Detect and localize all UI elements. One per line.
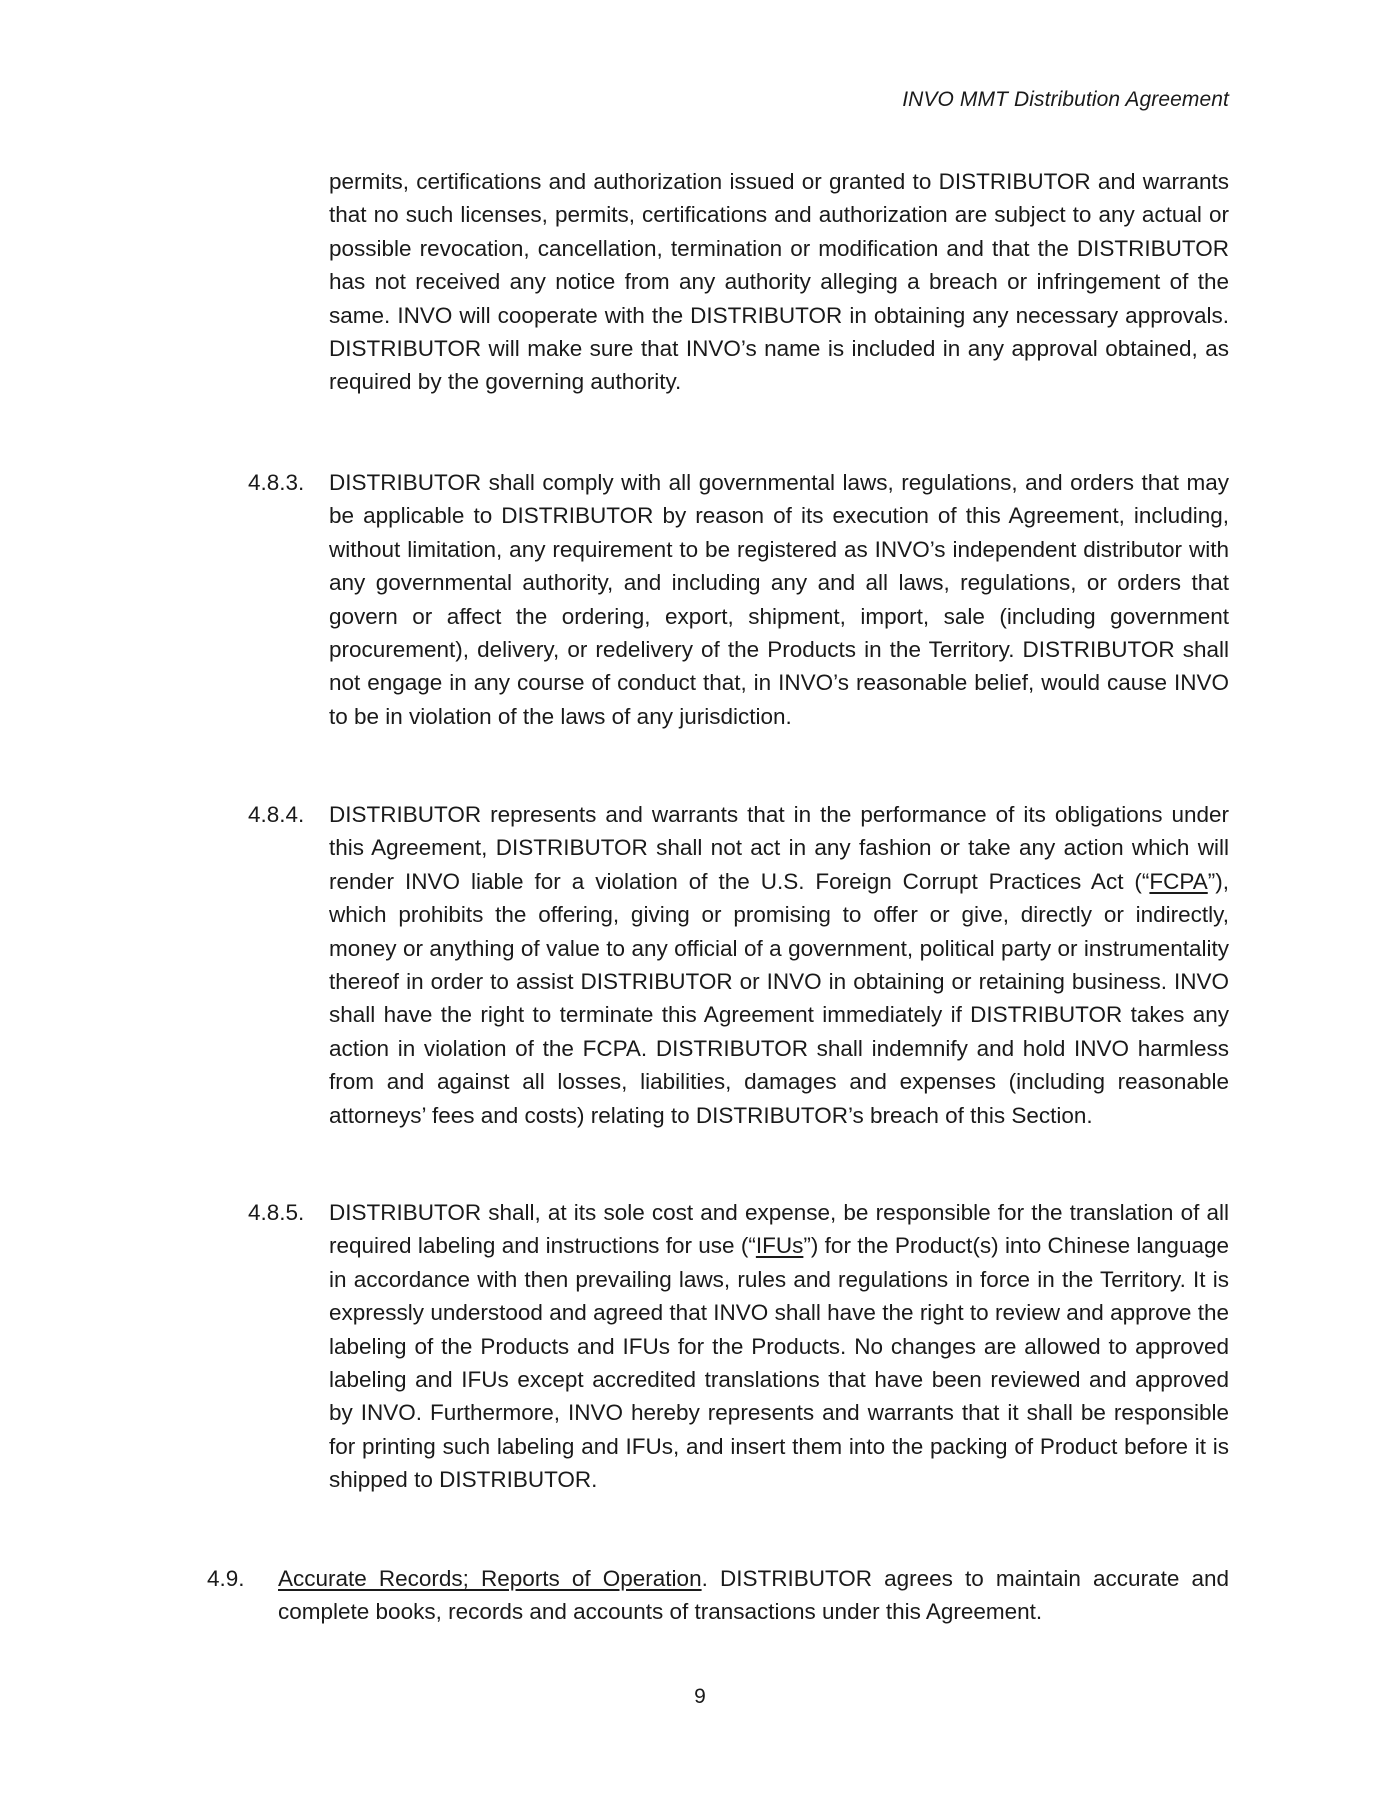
section-number-4-8-5: 4.8.5. xyxy=(248,1200,305,1225)
section-heading-accurate-records: Accurate Records; Reports of Operation xyxy=(278,1566,702,1591)
defined-term-ifus: IFUs xyxy=(755,1233,804,1259)
section-text-4-8-4-part1: DISTRIBUTOR represents and warrants that in the performance of its obligations under this Agreement, DISTRIBUTOR shall not act in any fashion or take any action which will render INVO liable for a violation of the U.S. Foreign Corrupt Practices Act (“ xyxy=(329,802,1229,894)
section-text-4-8-5-part1: DISTRIBUTOR shall, at its sole cost and expense, be responsible for the translation of all required labeling and instructions for use (“ xyxy=(329,1200,1229,1259)
section-text-4-8-5 xyxy=(329,1196,1229,1497)
section-text-4-8-3: DISTRIBUTOR shall comply with all governmental laws, regulations, and orders that may be applicable to DISTRIBUTOR by reason of its execution of this Agreement, including, without limitation, any requirement to be registered as INVO’s independent distributor with any governmental authority, and including any and all laws, regulations, or orders that govern or affect the ordering, export, shipment, import, sale (including government procurement), delivery, or redelivery of the Products in the Territory. DISTRIBUTOR shall not engage in any course of conduct that, in INVO’s reasonable belief, would cause INVO to be in violation of the laws of any jurisdiction. xyxy=(329,470,1229,729)
defined-term-fcpa: FCPA xyxy=(1149,868,1208,894)
section-text-4-8-4-part2: ”), which prohibits the offering, giving or promising to offer or give, directly or indirectly, money or anything of value to any official of a government, political party or instrumentality thereof in order to assist DISTRIBUTOR or INVO in obtaining or retaining business. INVO shall have the right to terminate this Agreement immediately if DISTRIBUTOR takes any action in violation of the FCPA. DISTRIBUTOR shall indemnify and hold INVO harmless from and against all losses, liabilities, damages and expenses (including reasonable attorneys’ fees and costs) relating to DISTRIBUTOR’s breach of this Section. xyxy=(329,868,1229,1128)
page-number: 9 xyxy=(694,1685,706,1708)
running-header: INVO MMT Distribution Agreement xyxy=(902,88,1229,111)
section-text-4-8-4 xyxy=(329,798,1229,1132)
continuation-paragraph: permits, certifications and authorization issued or granted to DISTRIBUTOR and warrants that no such licenses, permits, certifications and authorization are subject to any actual or possible revocation, cancellation, termination or modification and that the DISTRIBUTOR has not received any notice from any authority alleging a breach or infringement of the same. INVO will cooperate with the DISTRIBUTOR in obtaining any necessary approvals. DISTRIBUTOR will make sure that INVO’s name is included in any approval obtained, as required by the governing authority. xyxy=(329,169,1229,395)
section-text-4-9-body: . DISTRIBUTOR agrees to maintain accurate and complete books, records and accounts of transactions under this Agreement. xyxy=(278,1566,1229,1625)
section-number-4-8-4: 4.8.4. xyxy=(248,802,305,827)
section-text-4-8-5-part2: ”) for the Product(s) into Chinese language in accordance with then prevailing laws, rules and regulations in force in the Territory. It is expressly understood and agreed that INVO shall have the right to review and approve the labeling of the Products and IFUs for the Products. No changes are allowed to approved labeling and IFUs except accredited translations that have been reviewed and approved by INVO. Furthermore, INVO hereby represents and warrants that it shall be responsible for printing such labeling and IFUs, and insert them into the packing of Product before it is shipped to DISTRIBUTOR. xyxy=(329,1233,1229,1493)
section-number-4-8-3: 4.8.3. xyxy=(248,470,305,495)
section-number-4-9: 4.9. xyxy=(207,1566,245,1591)
section-text-4-9 xyxy=(278,1562,1229,1629)
